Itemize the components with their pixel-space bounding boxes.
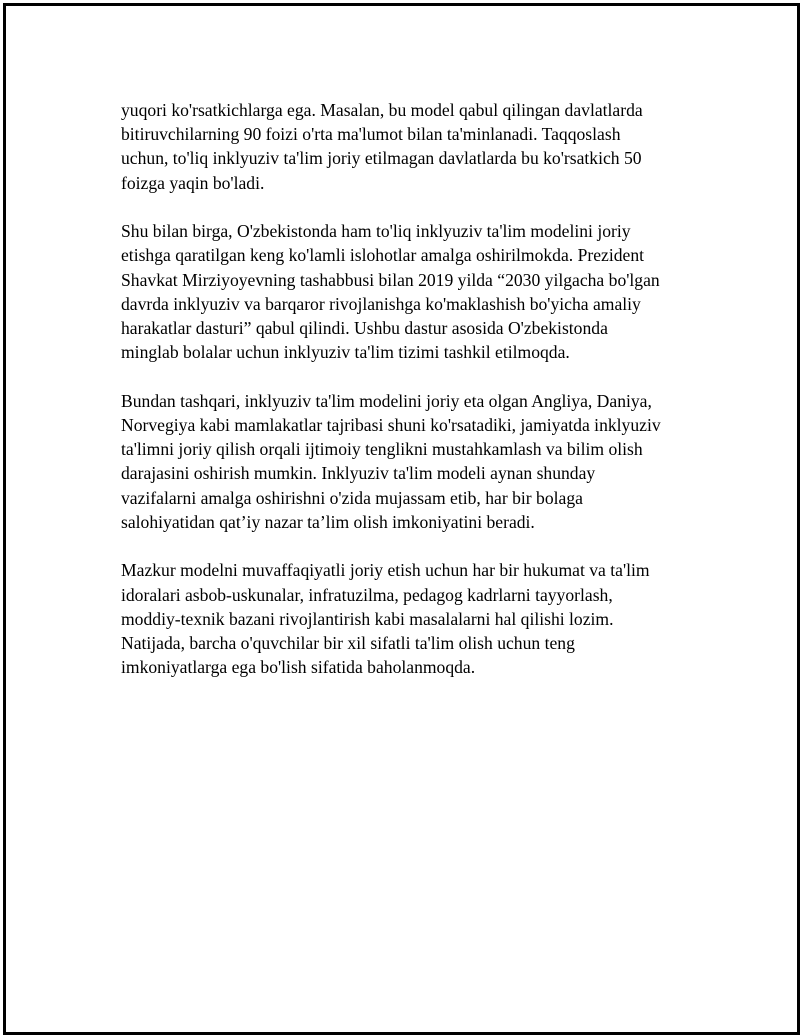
text-line: Shavkat Mirziyoyevning tashabbusi bilan 2019 yilda “2030 yilgacha bo'lgan: [121, 269, 660, 290]
text-line: darajasini oshirish mumkin. Inklyuziv ta'lim modeli aynan shunday: [121, 463, 596, 484]
text-line: uchun, to'liq inklyuziv ta'lim joriy etilmagan davlatlarda bu ko'rsatkich 50: [121, 148, 642, 169]
text-line: Shu bilan birga, O'zbekistonda ham to'liq inklyuziv ta'lim modelini joriy: [121, 221, 631, 242]
paragraph-3: [121, 389, 701, 534]
text-line: etishga qaratilgan keng ko'lamli islohotlar amalga oshirilmokda. Prezident: [121, 245, 645, 266]
text-line: yuqori ko'rsatkichlarga ega. Masalan, bu model qabul qilingan davlatlarda: [121, 100, 643, 120]
text-line: salohiyatidan qat’iy nazar ta’lim olish imkoniyatini beradi.: [121, 511, 535, 532]
text-line: idoralari asbob-uskunalar, infratuzilma, pedagog kadrlarni tayyorlash,: [121, 584, 613, 605]
text-line: Bundan tashqari, inklyuziv ta'lim modelini joriy eta olgan Angliya, Daniya,: [121, 390, 652, 411]
page-frame: [3, 3, 800, 1035]
text-line: moddiy-texnik bazani rivojlantirish kabi masalalarni hal qilishi lozim.: [121, 608, 614, 629]
text-line: davrda inklyuziv va barqaror rivojlanishga ko'maklashish bo'yicha amaliy: [121, 293, 641, 314]
paragraph-4: [121, 558, 701, 679]
text-line: Natijada, barcha o'quvchilar bir xil sifatli ta'lim olish uchun teng: [121, 633, 575, 654]
paragraph-1: [121, 98, 701, 195]
text-line: bitiruvchilarning 90 foizi o'rta ma'lumot bilan ta'minlanadi. Taqqoslash: [121, 124, 621, 145]
text-line: vazifalarni amalga oshirishni o'zida mujassam etib, har bir bolaga: [121, 487, 583, 508]
paragraph-2: [121, 219, 701, 364]
text-line: imkoniyatlarga ega bo'lish sifatida baholanmoqda.: [121, 657, 476, 678]
document-body: [121, 98, 701, 704]
text-line: harakatlar dasturi” qabul qilindi. Ushbu dastur asosida O'zbekistonda: [121, 318, 608, 339]
text-line: Mazkur modelni muvaffaqiyatli joriy etish uchun har bir hukumat va ta'lim: [121, 560, 650, 581]
text-line: foizga yaqin bo'ladi.: [121, 172, 265, 193]
text-line: Norvegiya kabi mamlakatlar tajribasi shuni ko'rsatadiki, jamiyatda inklyuziv: [121, 415, 661, 436]
text-line: ta'limni joriy qilish orqali ijtimoiy tenglikni mustahkamlash va bilim olish: [121, 439, 643, 460]
text-line: minglab bolalar uchun inklyuziv ta'lim tizimi tashkil etilmoqda.: [121, 342, 570, 363]
